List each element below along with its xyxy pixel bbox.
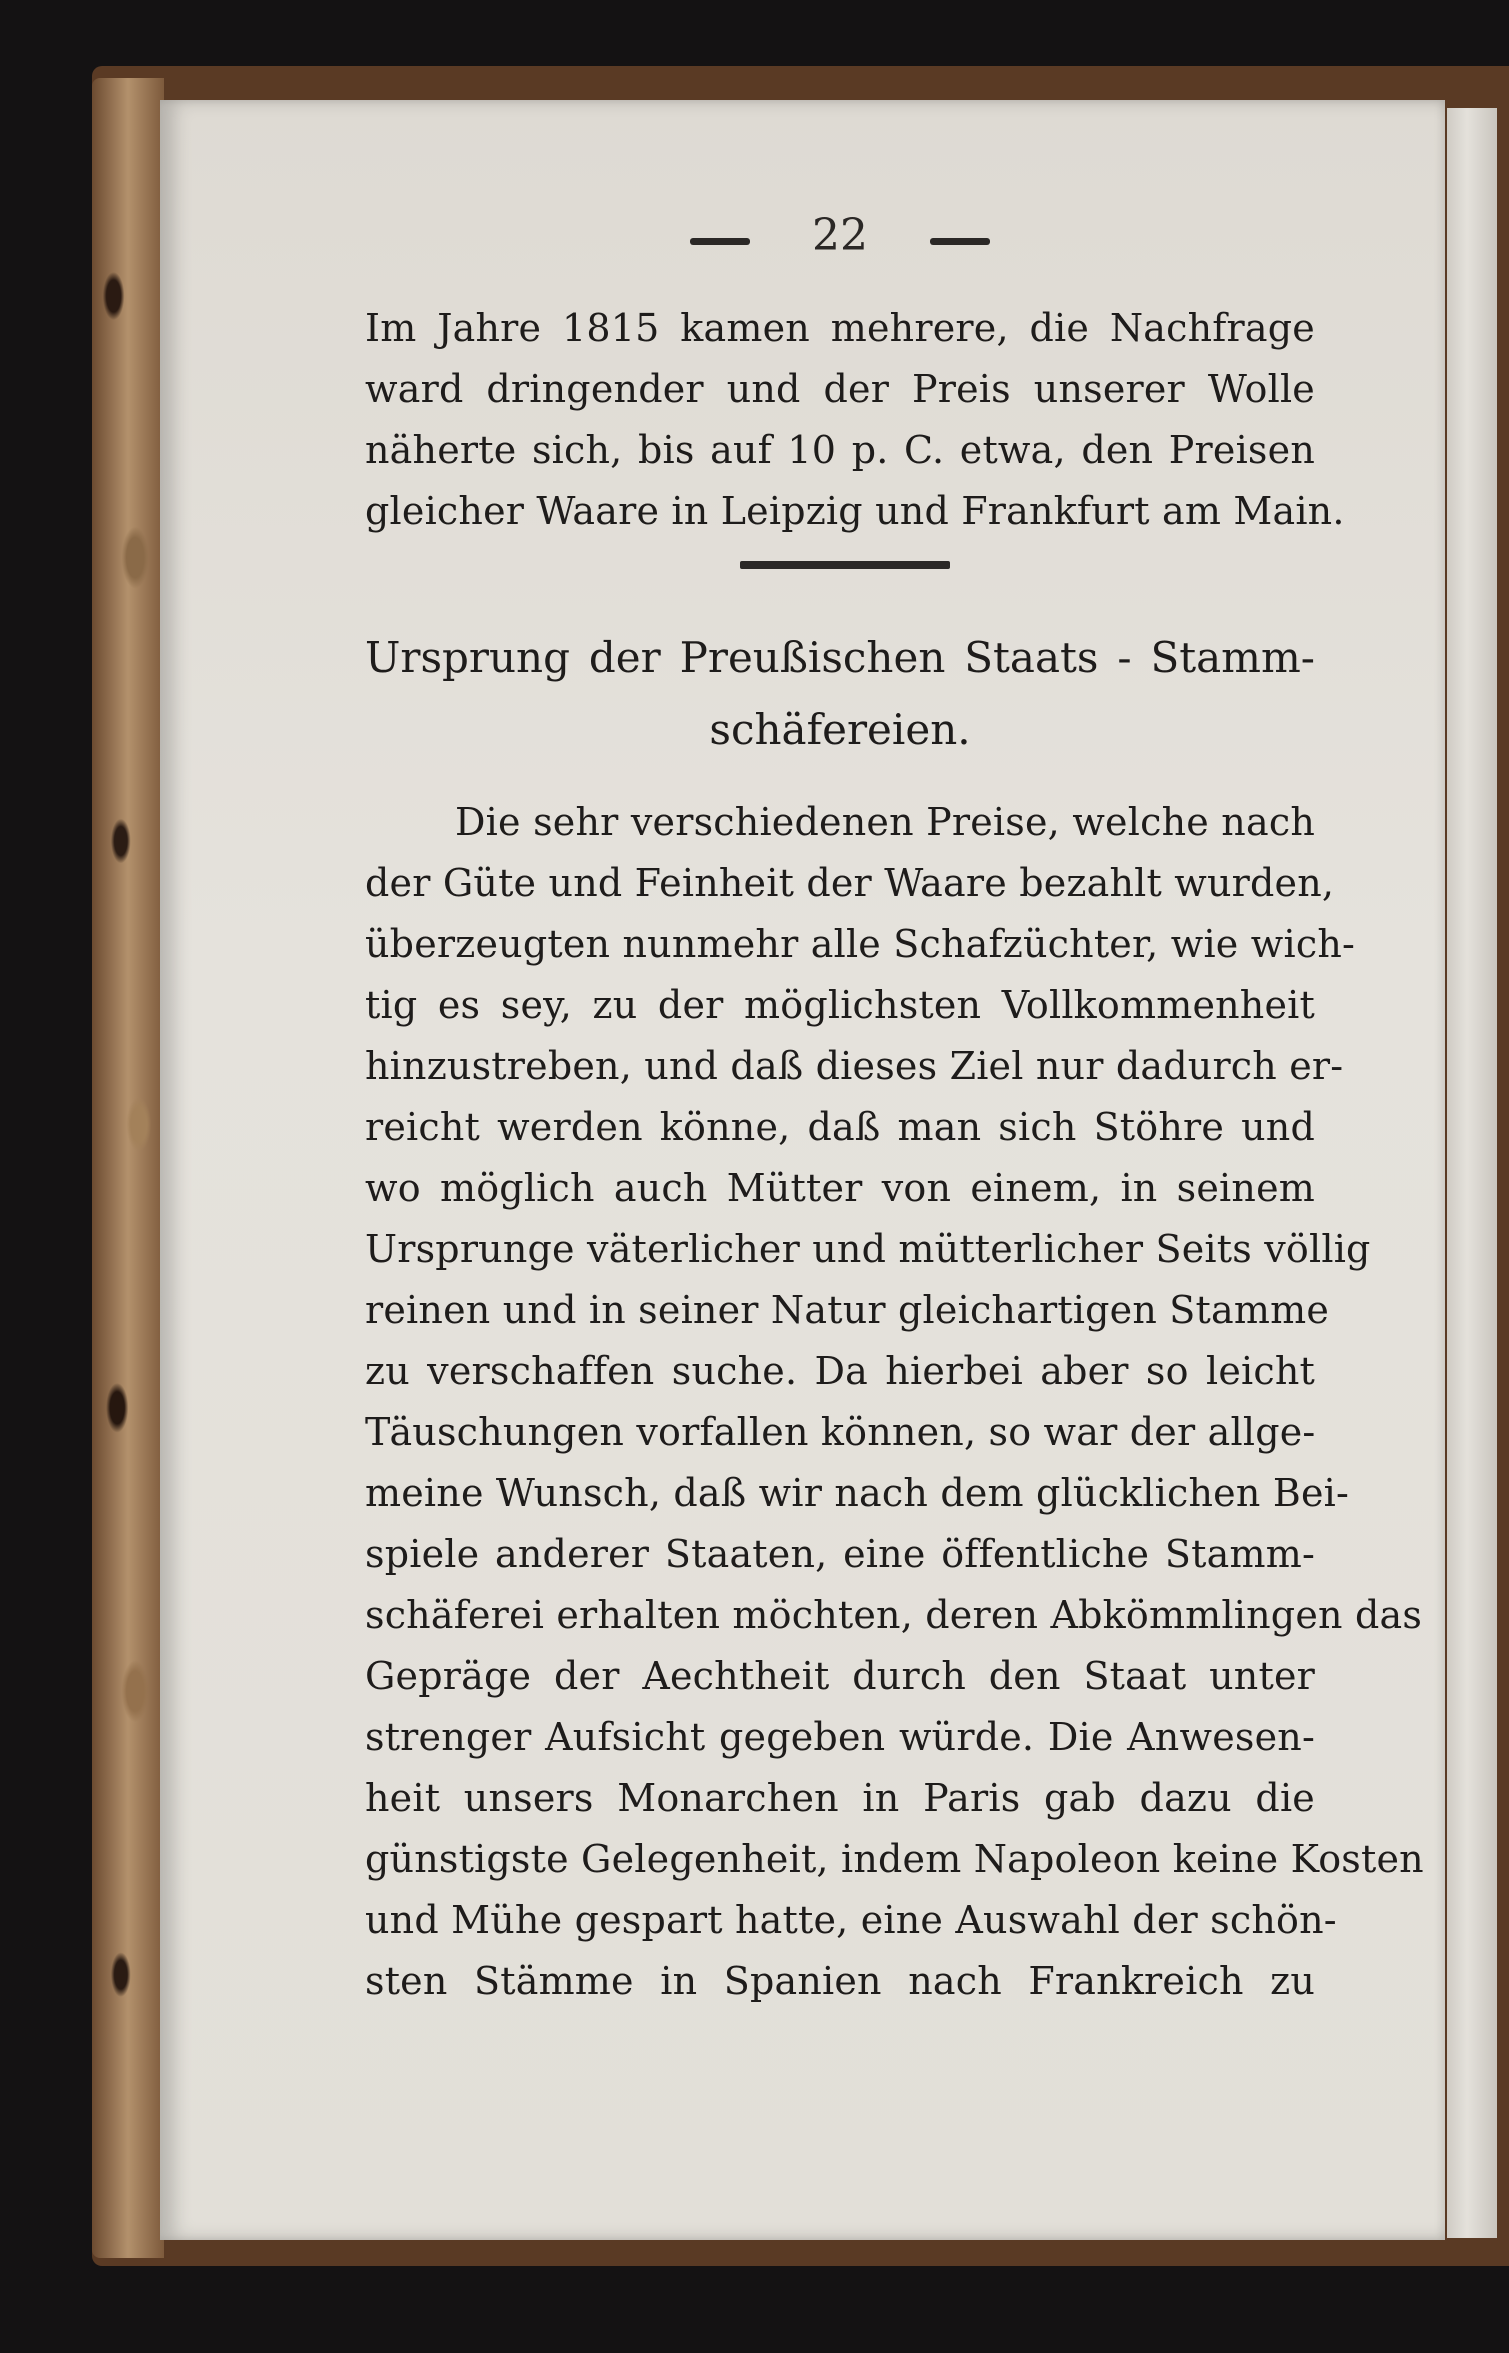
- text-line: näherte sich, bis auf 10 p. C. etwa, den Preisen: [365, 428, 1315, 472]
- text-line: überzeugten nunmehr alle Schafzüchter, wie wich-: [365, 922, 1356, 966]
- text-line: hinzustreben, und daß dieses Ziel nur dadurch er-: [365, 1044, 1344, 1088]
- text-line: ward dringender und der Preis unserer Wolle: [365, 367, 1315, 411]
- text-line: Die sehr verschiedenen Preise, welche nach: [455, 800, 1315, 844]
- text-line: wo möglich auch Mütter von einem, in seinem: [365, 1166, 1315, 1210]
- text-line: und Mühe gespart hatte, eine Auswahl der schön-: [365, 1898, 1337, 1942]
- text-line: Im Jahre 1815 kamen mehrere, die Nachfrage: [365, 306, 1315, 350]
- section-divider: [740, 561, 950, 569]
- text-line: schäferei erhalten möchten, deren Abkömmlingen das: [365, 1593, 1423, 1637]
- text-line: gleicher Waare in Leipzig und Frankfurt am Main.: [365, 489, 1345, 533]
- page-header: [160, 210, 1445, 270]
- text-line: zu verschaffen suche. Da hierbei aber so leicht: [365, 1349, 1315, 1393]
- text-line: sten Stämme in Spanien nach Frankreich zu: [365, 1959, 1315, 2003]
- text-line: heit unsers Monarchen in Paris gab dazu die: [365, 1776, 1315, 1820]
- page-stack-edge: [1447, 108, 1497, 2238]
- text-line: Ursprunge väterlicher und mütterlicher Seits völlig: [365, 1227, 1371, 1271]
- text-line: günstigste Gelegenheit, indem Napoleon keine Kosten: [365, 1837, 1424, 1881]
- text-line: Gepräge der Aechtheit durch den Staat unter: [365, 1654, 1315, 1698]
- marbled-board-edge: [92, 78, 164, 2258]
- text-line: tig es sey, zu der möglichsten Vollkommenheit: [365, 983, 1315, 1027]
- text-line: spiele anderer Staaten, eine öffentliche Stamm-: [365, 1532, 1315, 1576]
- text-line: reinen und in seiner Natur gleichartigen Stamme: [365, 1288, 1330, 1332]
- header-dash-left: [690, 238, 750, 245]
- text-line: der Güte und Feinheit der Waare bezahlt wurden,: [365, 861, 1335, 905]
- page-number: 22: [812, 210, 868, 261]
- header-dash-right: [930, 238, 990, 245]
- text-line: meine Wunsch, daß wir nach dem glücklichen Bei-: [365, 1471, 1350, 1515]
- text-line: reicht werden könne, daß man sich Stöhre und: [365, 1105, 1315, 1149]
- text-line: strenger Aufsicht gegeben würde. Die Anwesen-: [365, 1715, 1315, 1759]
- text-line: Täuschungen vorfallen können, so war der allge-: [365, 1410, 1316, 1454]
- section-heading-line-1: Ursprung der Preußischen Staats - Stamm-: [365, 633, 1315, 682]
- section-heading-line-2: schäfereien.: [709, 705, 971, 754]
